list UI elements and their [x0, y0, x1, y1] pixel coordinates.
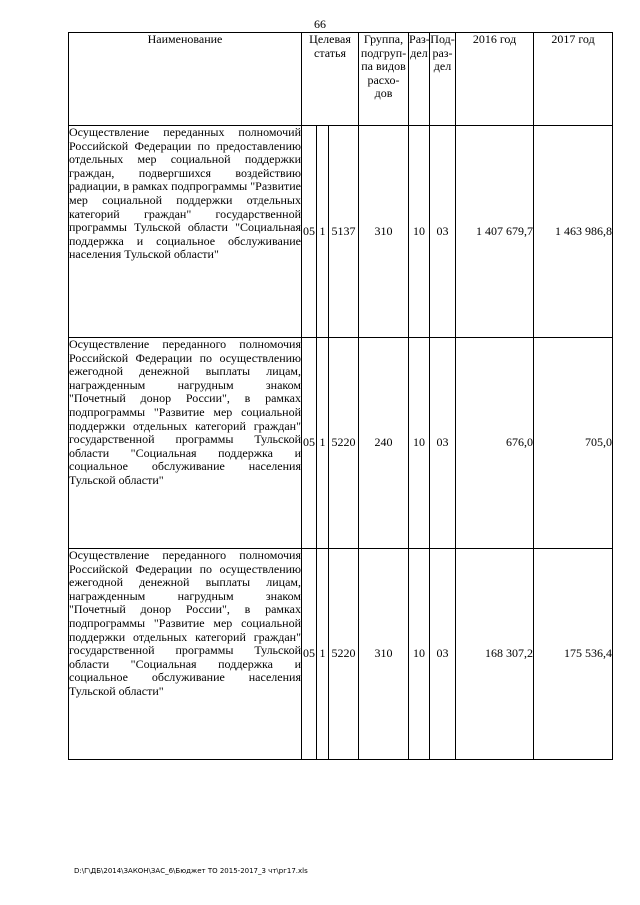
target-article-part-3: 5137	[329, 126, 359, 338]
expense-group: 240	[359, 338, 409, 549]
target-article-part-3: 5220	[329, 549, 359, 760]
subsection: 03	[430, 549, 456, 760]
target-article-part-3: 5220	[329, 338, 359, 549]
target-article-part-2: 1	[317, 126, 329, 338]
header-section-line: Раз-	[409, 32, 430, 46]
header-expense-group-line: па видов	[361, 59, 406, 74]
header-name-label: Наименование	[147, 32, 223, 46]
expense-group: 310	[359, 549, 409, 760]
header-target-article	[302, 33, 359, 126]
section: 10	[409, 549, 430, 760]
header-year-2016: 2016 год	[456, 33, 534, 126]
row-name: Осуществление переданного полномочия Российской Федерации по осуществлению ежегодной денежной выплаты лицам, награжденным нагрудным знаком "Почетный донор России", в рамках подпрограммы "Развитие мер социальной поддержки отдельных категорий граждан" государственной программы Тульской области "Социальная поддержка и социальное обслуживание населения Тульской области"	[69, 549, 302, 760]
header-section-line: дел	[410, 45, 428, 60]
amount-2017: 1 463 986,8	[534, 126, 613, 338]
target-article-part-1: 05	[302, 126, 317, 338]
expense-group: 310	[359, 126, 409, 338]
table-row	[69, 126, 613, 338]
row-name: Осуществление переданного полномочия Российской Федерации по осуществлению ежегодной денежной выплаты лицам, награжденным нагрудным знаком "Почетный донор России", в рамках подпрограммы "Развитие мер социальной поддержки отдельных категорий граждан" государственной программы Тульской области "Социальная поддержка и социальное обслуживание населения Тульской области"	[69, 338, 302, 549]
table-header-row	[69, 33, 613, 126]
header-year-2017: 2017 год	[534, 33, 613, 126]
file-path-footer: D:\Г\ДБ\2014\ЗАКОН\ЗАС_6\Бюджет ТО 2015-2017_3 чт\рг17.xls	[74, 867, 308, 875]
target-article-part-1: 05	[302, 549, 317, 760]
header-section	[409, 33, 430, 126]
table-row	[69, 549, 613, 760]
page-number: 66	[314, 17, 326, 31]
header-expense-group-line: расхо-	[367, 72, 400, 87]
row-name: Осуществление переданных полномочий Российской Федерации по предоставлению отдельных мер социальной поддержки граждан, подвергшихся воздействию радиации, в рамках подпрограммы "Развитие мер социальной поддержки отдельных категорий граждан" государственной программы Тульской области "Социальная поддержка и социальное обслуживание населения Тульской области"	[69, 126, 302, 338]
header-expense-group-line: дов	[374, 86, 393, 101]
header-target-article-line: Целевая	[309, 32, 351, 46]
budget-table	[68, 32, 613, 760]
header-expense-group-line: подгруп-	[360, 45, 407, 60]
amount-2017: 175 536,4	[534, 549, 613, 760]
target-article-part-1: 05	[302, 338, 317, 549]
header-name	[69, 33, 302, 126]
amount-2017: 705,0	[534, 338, 613, 549]
subsection: 03	[430, 338, 456, 549]
header-expense-group	[359, 33, 409, 126]
header-target-article-line: статья	[314, 45, 346, 60]
amount-2016: 676,0	[456, 338, 534, 549]
table-row	[69, 338, 613, 549]
target-article-part-2: 1	[317, 549, 329, 760]
header-expense-group-line: Группа,	[363, 32, 404, 46]
header-subsection-line: Под-	[430, 32, 455, 46]
header-subsection-line: дел	[433, 59, 452, 74]
section: 10	[409, 126, 430, 338]
header-subsection	[430, 33, 456, 126]
amount-2016: 1 407 679,7	[456, 126, 534, 338]
amount-2016: 168 307,2	[456, 549, 534, 760]
subsection: 03	[430, 126, 456, 338]
section: 10	[409, 338, 430, 549]
header-subsection-line: раз-	[432, 45, 453, 60]
target-article-part-2: 1	[317, 338, 329, 549]
